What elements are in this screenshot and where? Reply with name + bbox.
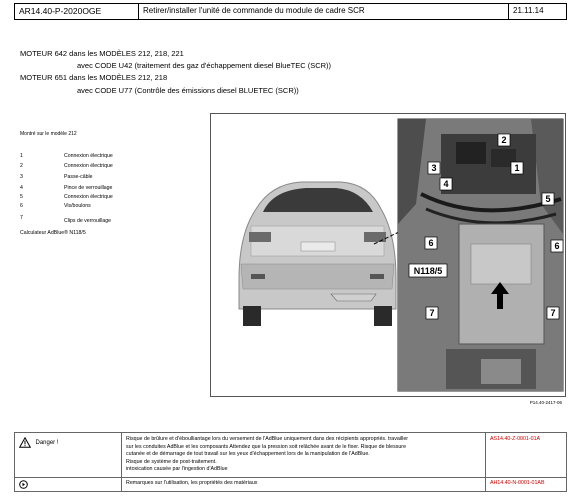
- notice-row-danger: [15, 433, 566, 478]
- notice-text-line: Risque de système de post-traitement.: [126, 458, 217, 465]
- callout-label: 6: [428, 238, 434, 248]
- callout-label: 4: [443, 179, 449, 189]
- doc-number: AR14.40-P-2020OGE: [15, 4, 139, 19]
- document-header: [14, 3, 567, 20]
- info-circle-icon: [19, 481, 28, 487]
- callout-label: 1: [514, 163, 520, 173]
- doc-date: 21.11.14: [513, 6, 544, 15]
- notice-text-line: intoxication causée par l'ingestion d'AdBlue: [126, 466, 228, 472]
- notice-text-line: cutanée et de démarrage de tout travail sur les yeux d'échappement lors de la manipulation de l'AdBlue.: [126, 451, 370, 457]
- warning-triangle-icon: [19, 440, 32, 446]
- callout-label: 6: [554, 241, 560, 251]
- figure-illustration: [211, 114, 565, 396]
- callout-label: 7: [550, 308, 556, 318]
- callout-label: 2: [501, 135, 507, 145]
- callout-label: 7: [429, 308, 435, 318]
- callout-label: 3: [431, 163, 437, 173]
- component-label: N118/5: [413, 266, 443, 276]
- notice-ref-link[interactable]: AH14.40-N-0001-01AB: [490, 479, 545, 486]
- doc-title: Retirer/installer l'unité de commande du module de cadre SCR: [139, 4, 509, 19]
- notice-text-line: sur les conduites AdBlue et les composants Attendez que la pression soit relâchée avant de le fixer. Risque de blessure: [126, 443, 407, 450]
- applicability-line-2: avec CODE U42 (traitement des gaz d'échappement diesel BlueTEC (SCR)): [77, 61, 332, 70]
- notice-table: [14, 432, 567, 492]
- notice-text-line: Risque de brûlure et d'éboulliantage lors du versement de l'AdBlue uniquement dans des récipients appropriés. travailler: [126, 436, 409, 442]
- applicability-line-1: MOTEUR 642 dans les MODÈLES 212, 218, 221: [20, 49, 184, 58]
- detail-photo-contents: [398, 119, 563, 391]
- figure-code: P14.40-2417-06: [529, 400, 562, 405]
- callout-label: 5: [545, 194, 551, 204]
- component-figure: [210, 113, 566, 397]
- notice-row-info: [15, 478, 566, 491]
- shown-on-note: Montré sur le modèle 212: [20, 131, 77, 137]
- applicability-line-3: MOTEUR 651 dans les MODÈLES 212, 218: [20, 73, 168, 82]
- notice-ref-link[interactable]: AS14.40-Z-0001-01A: [490, 436, 541, 442]
- applicability-line-4: avec CODE U77 (Contrôle des émissions diesel BLUETEC (SCR)): [77, 86, 299, 95]
- notice-type: Danger !: [35, 439, 59, 446]
- legend-list: 1 Connexion électrique 2 Connexion électrique 3 Passe-câble 4 Pince de verrouillage 5 Connexion électrique 6 Vis/boulons 7 Clips de verrouillage Calculateur AdBlue® N118/5: [20, 153, 113, 236]
- car-rear-icon: [239, 182, 399, 326]
- notice-text-line: Remarques sur l'utilisation, les propriétés des matériaux: [122, 478, 486, 491]
